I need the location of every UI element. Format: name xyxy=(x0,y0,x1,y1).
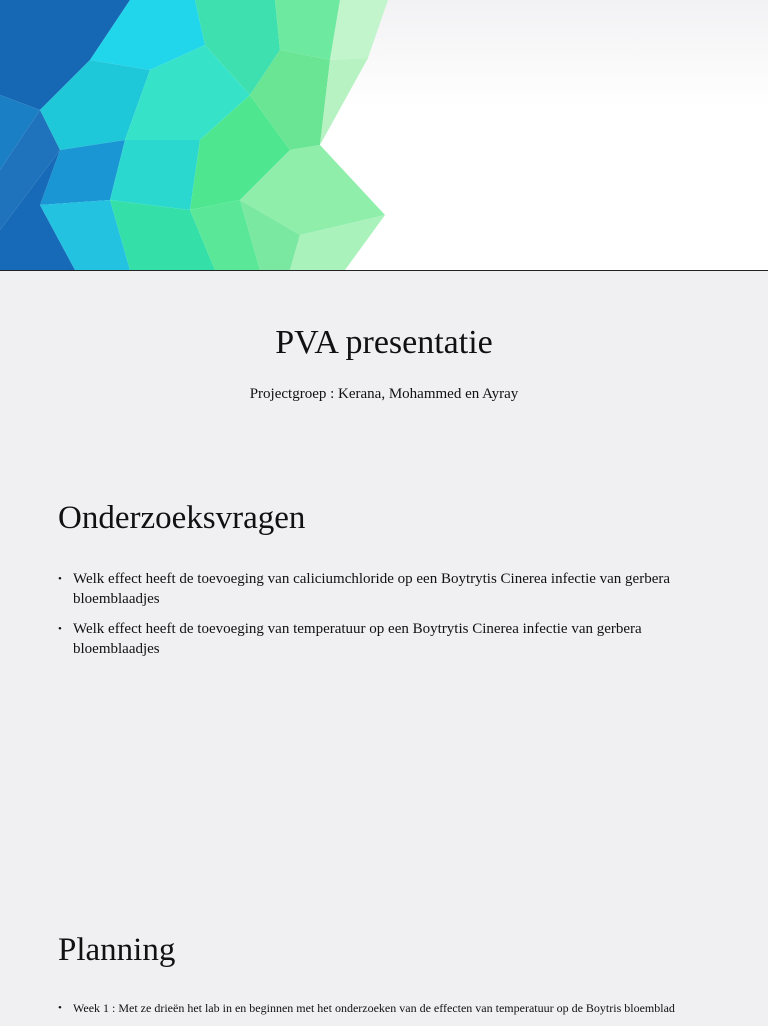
section-heading-planning: Planning xyxy=(58,932,176,968)
list-item: • Week 1 : Met ze drieën het lab in en beginnen met het onderzoeken van de effecten van temperatuur op de Boytris bloemblad xyxy=(58,1000,698,1016)
polygon-pattern-graphic xyxy=(0,0,768,270)
slide-subtitle: Projectgroep : Kerana, Mohammed en Ayray xyxy=(249,386,519,402)
slide-divider xyxy=(0,270,768,271)
list-item: • Welk effect heeft de toevoeging van temperatuur op een Boytrytis Cinerea infectie van gerbera bloemblaadjes xyxy=(58,619,698,659)
research-questions-list xyxy=(58,569,698,669)
list-item: • Welk effect heeft de toevoeging van caliciumchloride op een Boytrytis Cinerea infectie van gerbera bloemblaadjes xyxy=(58,569,698,609)
section-heading-onderzoeksvragen: Onderzoeksvragen xyxy=(58,500,306,536)
planning-list xyxy=(58,1000,698,1026)
slide-title: PVA presentatie xyxy=(275,324,493,361)
geometric-header-banner xyxy=(0,0,768,270)
